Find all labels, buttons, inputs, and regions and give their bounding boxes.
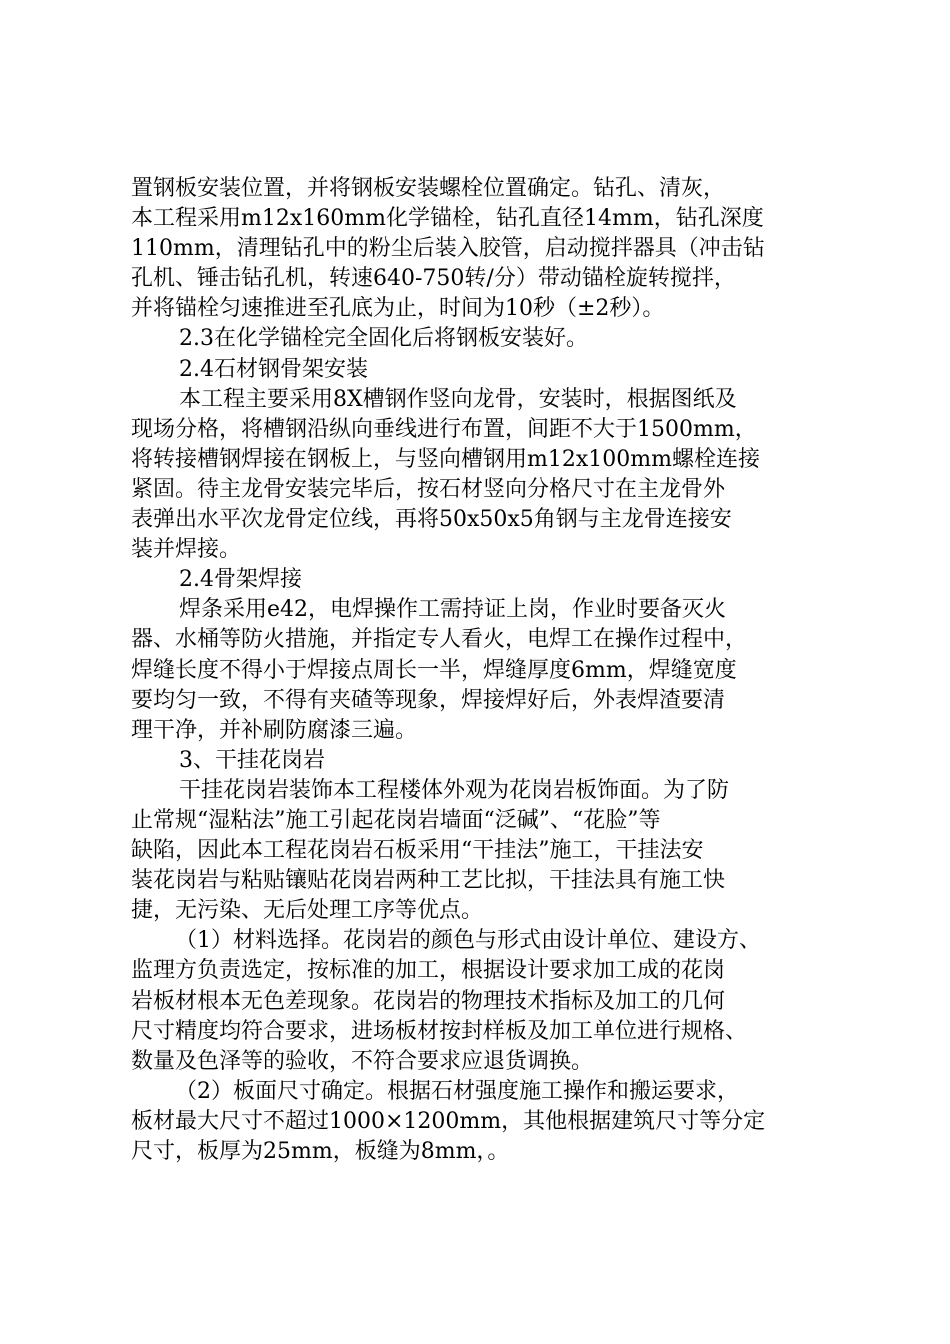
- text-line: 板材最大尺寸不超过1000×1200mm，其他根据建筑尺寸等分定: [131, 1108, 766, 1134]
- text-line: 要均匀一致，不得有夹碴等现象，焊接焊好后，外表焊渣要清: [131, 687, 726, 713]
- text-line: 器、水桶等防火措施，并指定专人看火，电焊工在操作过程中，: [131, 627, 748, 653]
- text-line: 尺寸精度均符合要求，进场板材按封样板及加工单位进行规格、: [131, 1018, 748, 1044]
- paragraph-first-line: （1）材料选择。花岗岩的颜色与形式由设计单位、建设方、: [175, 928, 761, 954]
- text-line: 并将锚栓匀速推进至孔底为止，时间为10秒（±2秒）。: [131, 296, 665, 322]
- text-line: 孔机、锤击钻孔机，转速640-750转/分）带动锚栓旋转搅拌，: [131, 266, 736, 292]
- text-line: 监理方负责选定，按标准的加工，根据设计要求加工成的花岗: [131, 958, 726, 984]
- paragraph-first-line: 本工程主要采用8X槽钢作竖向龙骨，安装时，根据图纸及: [179, 386, 737, 412]
- text-line: 现场分格，将槽钢沿纵向垂线进行布置，间距不大于1500mm，: [131, 416, 757, 442]
- section-heading: 3、干挂花岗岩: [179, 747, 325, 773]
- section-heading: 2.4石材钢骨架安装: [179, 356, 368, 382]
- text-line: 紧固。待主龙骨安装完毕后，按石材竖向分格尺寸在主龙骨外: [131, 476, 726, 502]
- text-line: 装花岗岩与粘贴镶贴花岗岩两种工艺比拟，干挂法具有施工快: [131, 868, 726, 894]
- section-heading: 2.3在化学锚栓完全固化后将钢板安装好。: [179, 326, 588, 352]
- paragraph-first-line: （2）板面尺寸确定。根据石材强度施工操作和搬运要求，: [175, 1078, 739, 1104]
- text-line: 装并焊接。: [131, 537, 242, 563]
- text-line: 尺寸，板厚为25mm，板缝为8mm，。: [131, 1139, 510, 1164]
- text-line: 将转接槽钢焊接在钢板上，与竖向槽钢用m12x100mm螺栓连接: [131, 446, 760, 472]
- text-line: 缺陷，因此本工程花岗岩石板采用“干挂法”施工，干挂法安: [131, 838, 704, 864]
- text-line: 理干净，并补刷防腐漆三遍。: [131, 717, 418, 743]
- text-line: 110mm，清理钻孔中的粉尘后装入胶管，启动搅拌器具（冲击钻: [131, 236, 765, 262]
- paragraph-first-line: 焊条采用e42，电焊操作工需持证上岗，作业时要备灭火: [179, 597, 727, 623]
- text-line: 表弹出水平次龙骨定位线，再将50x50x5角钢与主龙骨连接安: [131, 507, 732, 533]
- section-heading: 2.4骨架焊接: [179, 567, 302, 593]
- text-line: 置钢板安装位置，并将钢板安装螺栓位置确定。钻孔、清灰，: [131, 176, 726, 201]
- text-line: 止常规“湿粘法”施工引起花岗岩墙面“泛碱”、“花脸”等: [131, 807, 661, 833]
- text-line: 捷，无污染、无后处理工序等优点。: [131, 898, 484, 924]
- text-line: 焊缝长度不得小于焊接点周长一半，焊缝厚度6mm，焊缝宽度: [131, 657, 737, 683]
- text-line: 本工程采用m12x160mm化学锚栓，钻孔直径14mm，钻孔深度: [131, 206, 764, 232]
- paragraph-first-line: 干挂花岗岩装饰本工程楼体外观为花岗岩板饰面。为了防: [179, 777, 730, 803]
- text-line: 岩板材根本无色差现象。花岗岩的物理技术指标及加工的几何: [131, 988, 726, 1014]
- body-text: [131, 174, 851, 1167]
- text-line: 数量及色泽等的验收，不符合要求应退货调换。: [131, 1048, 594, 1074]
